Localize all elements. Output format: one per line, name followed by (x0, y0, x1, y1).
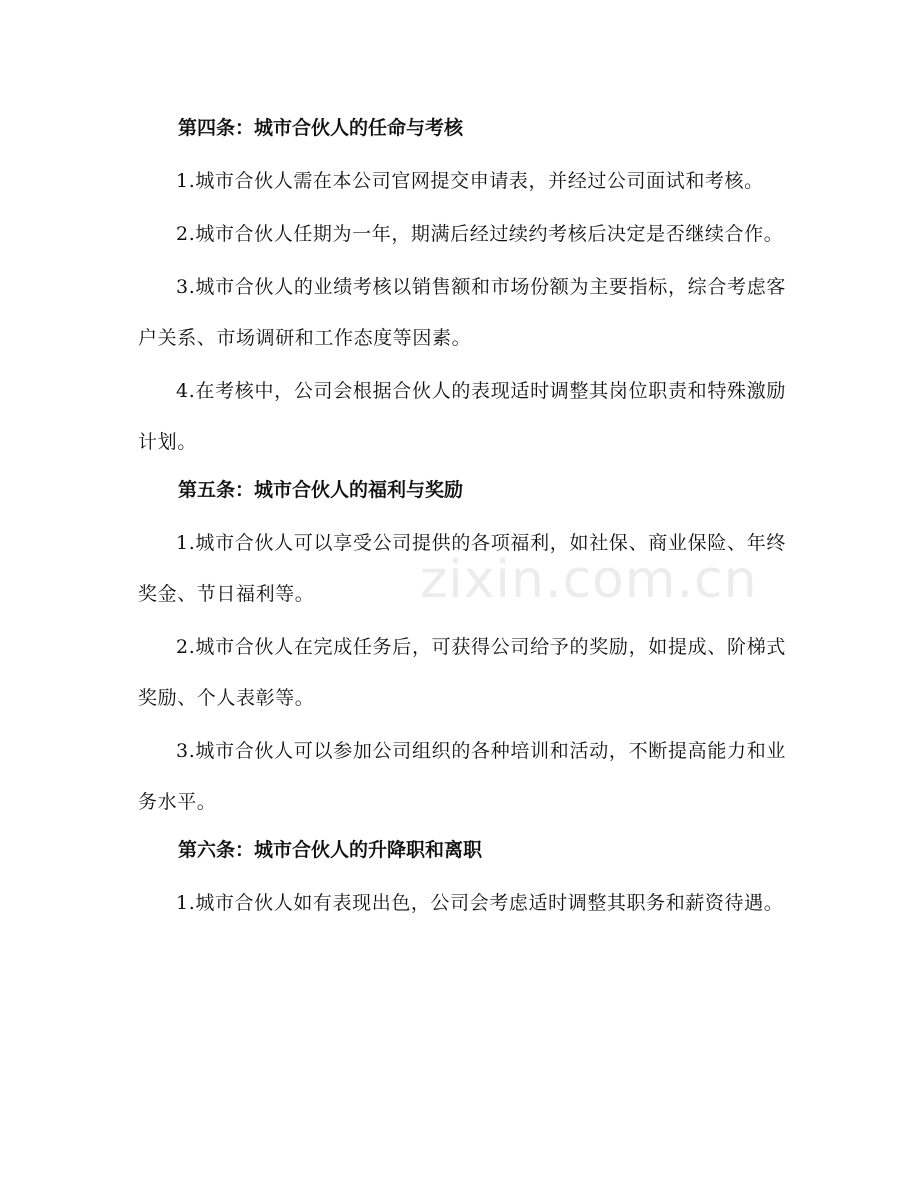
paragraph: 3.城市合伙人可以参加公司组织的各种培训和活动，不断提高能力和业务水平。 (138, 740, 786, 813)
section-5 (138, 470, 786, 828)
section-title: 第五条：城市合伙人的福利与奖励 (178, 479, 464, 501)
paragraph: 3.城市合伙人的业绩考核以销售额和市场份额为主要指标，综合考虑客户关系、市场调研和工作态度等因素。 (138, 276, 786, 349)
paragraph: 2.城市合伙人任期为一年，期满后经过续约考核后决定是否继续合作。 (176, 223, 784, 245)
paragraph: 1.城市合伙人可以享受公司提供的各项福利，如社保、商业保险、年终奖金、节日福利等。 (138, 532, 786, 605)
section-title: 第六条：城市合伙人的升降职和离职 (178, 839, 483, 861)
section-6 (138, 830, 786, 929)
paragraph: 2.城市合伙人在完成任务后，可获得公司给予的奖励，如提成、阶梯式奖励、个人表彰等。 (138, 636, 786, 709)
paragraph: 4.在考核中，公司会根据合伙人的表现适时调整其岗位职责和特殊激励计划。 (138, 380, 786, 453)
document-body (138, 108, 786, 931)
section-title: 第四条：城市合伙人的任命与考核 (178, 117, 464, 139)
watermark: zixin.com.cn (420, 550, 758, 610)
paragraph: 1.城市合伙人需在本公司官网提交申请表，并经过公司面试和考核。 (176, 170, 764, 192)
section-4 (138, 108, 786, 468)
paragraph: 1.城市合伙人如有表现出色，公司会考虑适时调整其职务和薪资待遇。 (176, 892, 784, 914)
